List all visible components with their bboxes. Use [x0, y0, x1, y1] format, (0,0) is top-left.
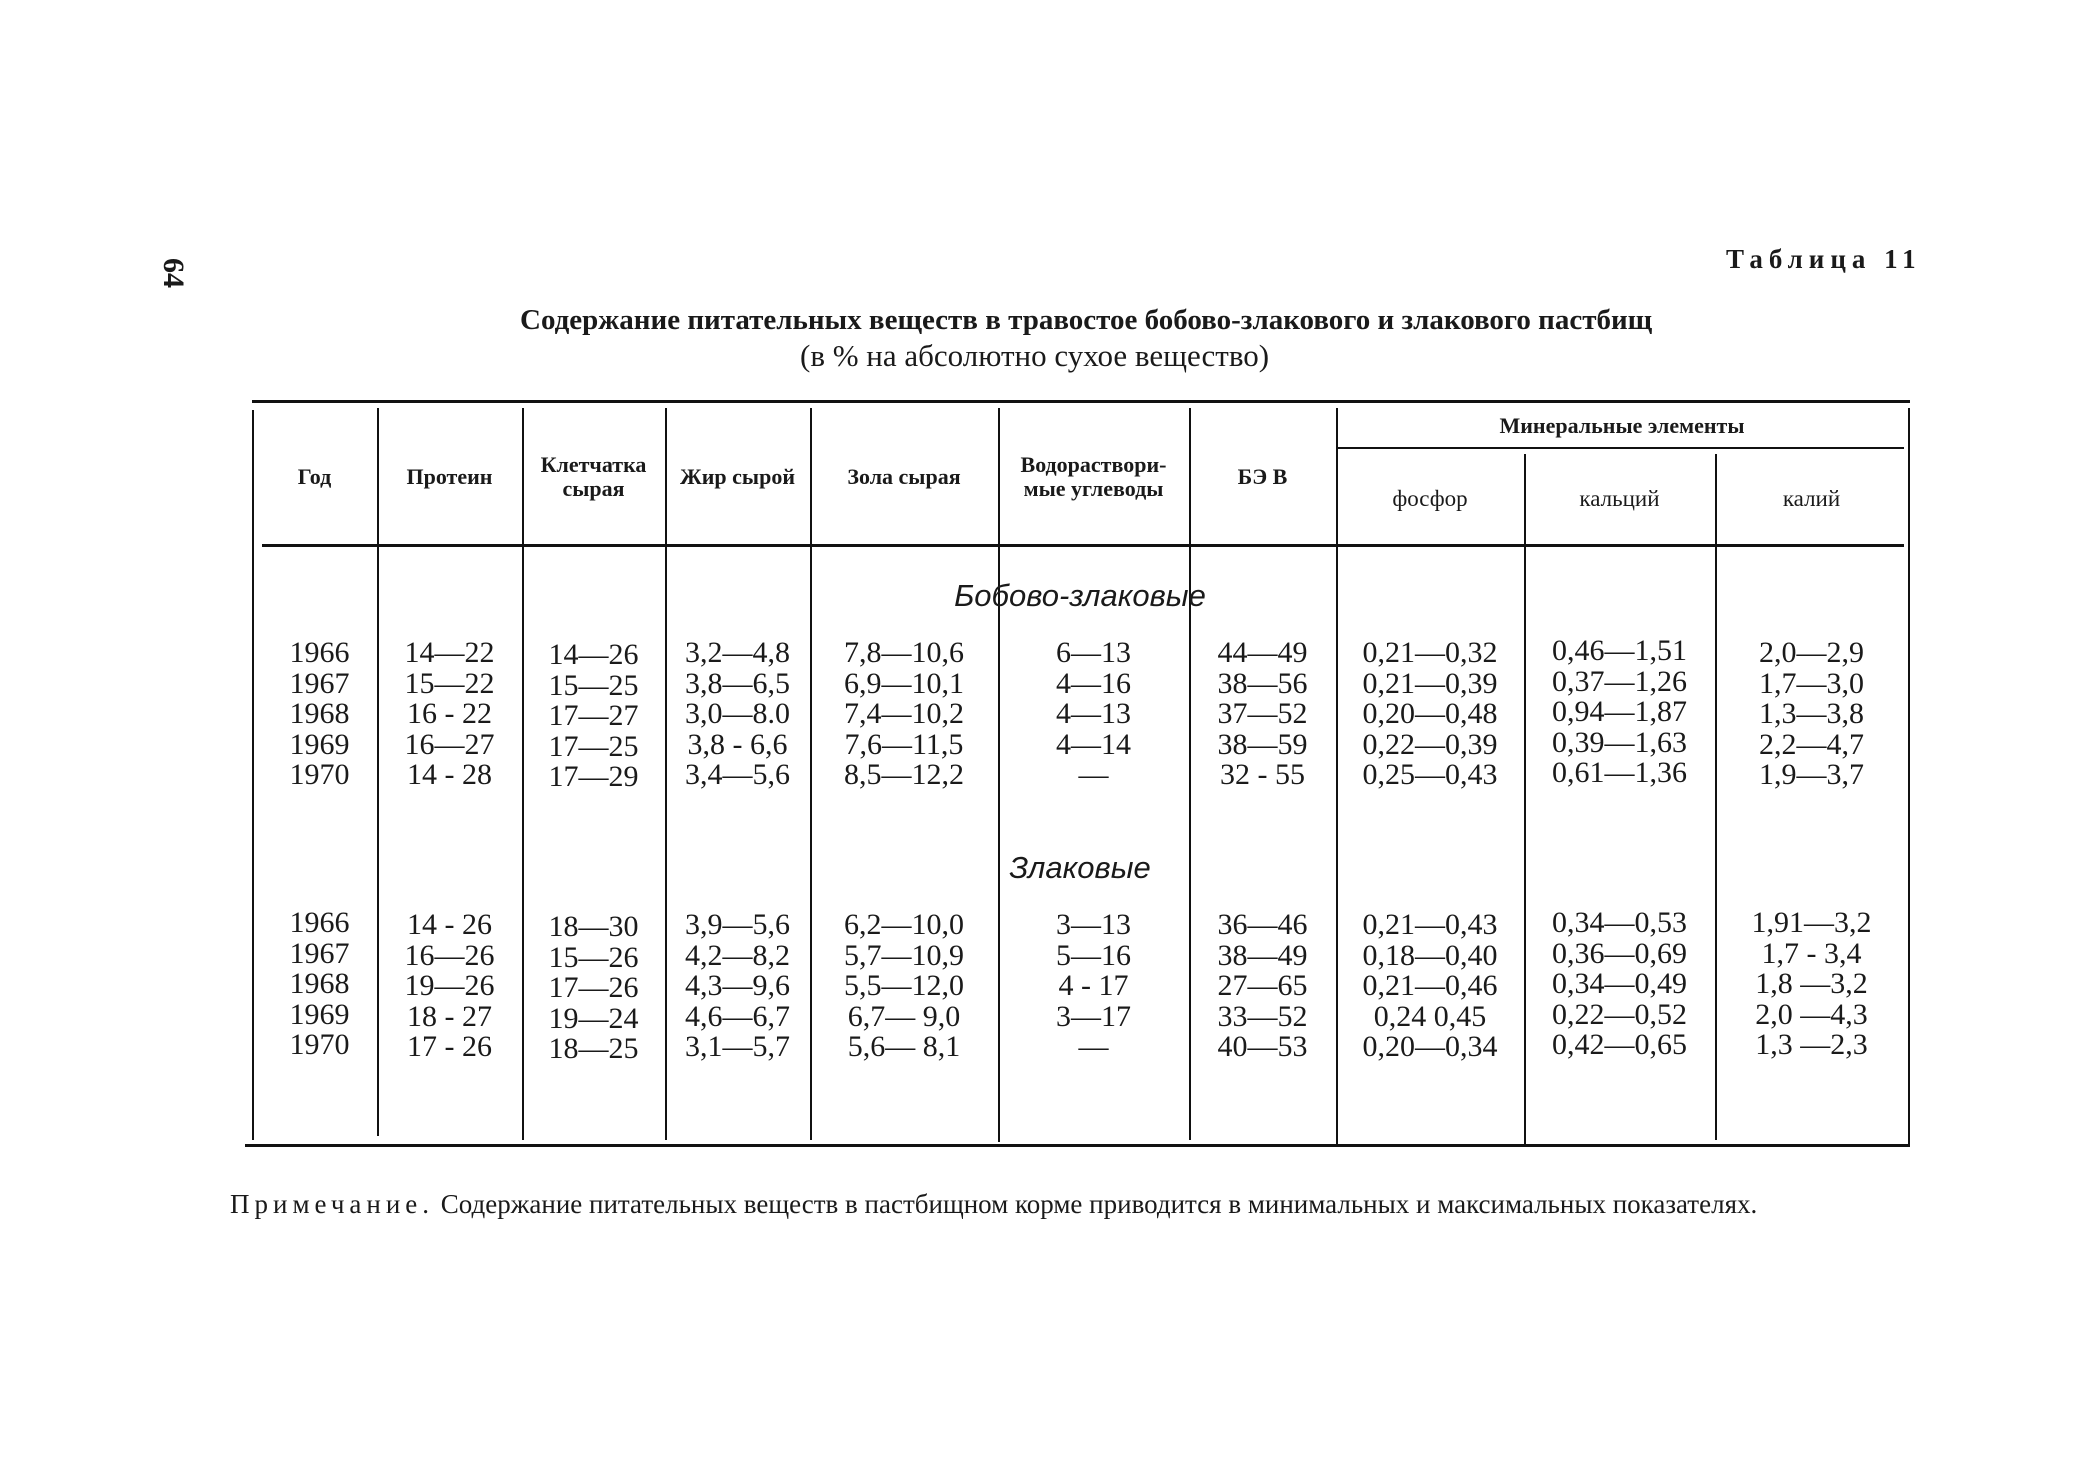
col-year	[262, 638, 377, 791]
cell-carbs: 6—13	[1056, 636, 1131, 669]
cell-bev: 27—65	[1217, 969, 1308, 1002]
cell-potassium: 1,7 - 3,4	[1761, 936, 1862, 970]
cell-fiber: 18—30	[548, 910, 639, 943]
cell-fat: 3,9—5,6	[685, 908, 790, 941]
table-note	[230, 1187, 1890, 1221]
header-protein: Протеин	[406, 464, 493, 489]
cell-ash: 6,2—10,0	[844, 908, 964, 941]
cell-carbs: 3—13	[1056, 908, 1131, 941]
cell-fiber: 15—26	[548, 940, 639, 974]
cell-calcium: 0,42—0,65	[1552, 1028, 1687, 1061]
cell-carbs: 4—13	[1056, 697, 1131, 730]
col-carbs	[998, 638, 1189, 791]
cell-fat: 4,2—8,2	[685, 938, 790, 972]
cell-bev: 38—56	[1217, 666, 1308, 700]
cell-fiber: 17—25	[548, 729, 639, 763]
cell-fat: 3,8—6,5	[685, 666, 790, 700]
cell-fiber: 17—29	[548, 760, 639, 793]
cell-bev: 32 - 55	[1220, 758, 1305, 791]
col-carbs	[998, 910, 1189, 1063]
col-calcium	[1524, 636, 1715, 789]
cell-phosphorus: 0,18—0,40	[1362, 938, 1498, 972]
cell-year: 1966	[289, 906, 350, 939]
cell-calcium: 0,37—1,26	[1552, 664, 1687, 698]
cell-fat: 3,4—5,6	[685, 758, 790, 791]
header-fiber-line2: сырая	[562, 476, 625, 501]
cell-ash: 5,5—12,0	[844, 969, 964, 1002]
table-right-border	[1908, 408, 1910, 1146]
cell-fat: 3,1—5,7	[685, 1030, 790, 1063]
header-ash: Зола сырая	[847, 464, 961, 489]
table-subtitle: (в % на абсолютно сухое вещество)	[800, 338, 1270, 373]
cell-calcium: 0,61—1,36	[1552, 756, 1687, 789]
cell-fat: 3,0—8.0	[685, 697, 790, 730]
col-year	[262, 908, 377, 1061]
cell-fiber: 15—25	[548, 668, 639, 702]
cell-bev: 40—53	[1217, 1030, 1308, 1063]
cell-calcium: 0,22—0,52	[1552, 997, 1687, 1031]
cell-carbs: 4 - 17	[1058, 969, 1129, 1002]
cell-potassium: 1,91—3,2	[1751, 906, 1872, 939]
cell-calcium: 0,34—0,53	[1552, 906, 1687, 939]
cell-year: 1966	[289, 636, 350, 669]
header-calcium: кальций	[1579, 486, 1660, 511]
cell-fiber: 19—24	[548, 1001, 639, 1035]
cell-protein: 18 - 27	[407, 999, 492, 1033]
cell-fiber: 17—26	[548, 971, 639, 1004]
cell-potassium: 2,2—4,7	[1759, 727, 1864, 761]
cell-carbs: —	[1078, 758, 1109, 791]
cell-fiber: 14—26	[548, 638, 639, 671]
col-potassium	[1715, 638, 1908, 791]
cell-fat: 4,3—9,6	[685, 969, 790, 1002]
cell-ash: 7,8—10,6	[844, 636, 964, 669]
cell-potassium: 1,3—3,8	[1759, 697, 1864, 730]
col-protein	[377, 638, 522, 791]
cell-year: 1969	[289, 727, 350, 761]
cell-calcium: 0,39—1,63	[1552, 725, 1687, 759]
header-minerals: Минеральные элементы	[1499, 412, 1745, 438]
col-ash	[810, 638, 998, 791]
cell-protein: 16—27	[404, 727, 495, 761]
cell-year: 1967	[289, 666, 350, 700]
table-label: Таблица 11	[1726, 244, 1922, 274]
cell-potassium: 1,9—3,7	[1759, 758, 1864, 791]
cell-protein: 15—22	[404, 666, 495, 700]
header-carbs-line2: мые углеводы	[1023, 476, 1164, 501]
cell-year: 1970	[289, 1028, 350, 1061]
cell-calcium: 0,34—0,49	[1552, 967, 1687, 1000]
header-carbs	[998, 410, 1189, 544]
cell-calcium: 0,94—1,87	[1552, 695, 1687, 728]
cell-phosphorus: 0,21—0,39	[1362, 666, 1498, 700]
col-calcium	[1524, 908, 1715, 1061]
col-phosphorus	[1336, 638, 1524, 791]
cell-carbs: 4—14	[1056, 727, 1131, 761]
cell-carbs: 4—16	[1056, 666, 1131, 700]
cell-ash: 5,6— 8,1	[847, 1030, 961, 1063]
header-potassium: калий	[1782, 486, 1841, 511]
cell-phosphorus: 0,20—0,34	[1362, 1030, 1498, 1063]
cell-ash: 7,4—10,2	[844, 697, 964, 730]
section-title-legume-grass: Бобово-злаковые	[954, 578, 1206, 613]
cell-year: 1968	[289, 697, 350, 730]
header-phosphorus: фосфор	[1392, 486, 1468, 511]
table-top-rule	[252, 400, 1910, 403]
cell-bev: 44—49	[1217, 636, 1308, 669]
cell-carbs: —	[1078, 1030, 1109, 1063]
cell-ash: 7,6—11,5	[844, 727, 964, 761]
col-fiber	[522, 640, 665, 793]
cell-protein: 14—22	[404, 636, 495, 669]
header-bottom-rule	[262, 544, 1904, 547]
table-title: Содержание питательных веществ в травостое бобово-злакового и злакового пастбищ	[520, 304, 1653, 336]
cell-year: 1970	[289, 758, 350, 791]
header-bev: БЭ В	[1237, 464, 1288, 489]
cell-carbs: 3—17	[1056, 999, 1131, 1033]
cell-fat: 3,8 - 6,6	[687, 727, 788, 761]
cell-fiber: 17—27	[548, 699, 639, 732]
col-bev	[1189, 910, 1336, 1063]
cell-ash: 8,5—12,2	[844, 758, 964, 791]
cell-bev: 38—49	[1217, 938, 1308, 972]
col-fat	[665, 910, 810, 1063]
cell-potassium: 1,3 —2,3	[1755, 1028, 1868, 1061]
cell-protein: 16—26	[404, 938, 495, 972]
cell-phosphorus: 0,21—0,43	[1362, 908, 1498, 941]
col-phosphorus	[1336, 910, 1524, 1063]
col-fat	[665, 638, 810, 791]
cell-bev: 36—46	[1217, 908, 1308, 941]
cell-potassium: 2,0 —4,3	[1755, 997, 1868, 1031]
header-fat: Жир сырой	[679, 464, 796, 489]
cell-phosphorus: 0,21—0,46	[1362, 969, 1498, 1002]
cell-protein: 19—26	[404, 969, 495, 1002]
cell-ash: 6,9—10,1	[844, 666, 964, 700]
cell-phosphorus: 0,25—0,43	[1362, 758, 1498, 791]
cell-protein: 14 - 26	[407, 908, 492, 941]
minerals-header-rule	[1336, 447, 1904, 449]
cell-carbs: 5—16	[1056, 938, 1131, 972]
cell-protein: 17 - 26	[407, 1030, 492, 1063]
cell-ash: 5,7—10,9	[844, 938, 964, 972]
cell-bev: 37—52	[1217, 697, 1308, 730]
cell-bev: 33—52	[1217, 999, 1308, 1033]
cell-year: 1969	[289, 997, 350, 1031]
note-text: Содержание питательных веществ в пастбищном корме приводится в минимальных и максимальных показателях.	[440, 1189, 1758, 1219]
cell-calcium: 0,46—1,51	[1552, 634, 1687, 667]
cell-phosphorus: 0,20—0,48	[1362, 697, 1498, 730]
col-bev	[1189, 638, 1336, 791]
header-fiber-line1: Клетчатка	[540, 452, 647, 477]
cell-year: 1967	[289, 936, 350, 970]
cell-calcium: 0,36—0,69	[1552, 936, 1687, 970]
header-year: Год	[297, 464, 332, 489]
cell-potassium: 2,0—2,9	[1759, 636, 1864, 669]
header-carbs-line1: Водораствори-	[1020, 452, 1167, 477]
col-potassium	[1715, 908, 1908, 1061]
cell-potassium: 1,8 —3,2	[1755, 967, 1868, 1000]
cell-fiber: 18—25	[548, 1032, 639, 1065]
col-fiber	[522, 912, 665, 1065]
cell-ash: 6,7— 9,0	[847, 999, 961, 1033]
section-title-grass: Злаковые	[1009, 850, 1151, 885]
cell-phosphorus: 0,24 0,45	[1373, 999, 1487, 1033]
header-fiber	[522, 410, 665, 544]
cell-bev: 38—59	[1217, 727, 1308, 761]
cell-potassium: 1,7—3,0	[1759, 666, 1864, 700]
col-protein	[377, 910, 522, 1063]
cell-phosphorus: 0,22—0,39	[1362, 727, 1498, 761]
cell-protein: 16 - 22	[407, 697, 492, 730]
cell-phosphorus: 0,21—0,32	[1362, 636, 1498, 669]
cell-fat: 3,2—4,8	[685, 636, 790, 669]
cell-year: 1968	[289, 967, 350, 1000]
note-label: Примечание.	[230, 1189, 435, 1219]
cell-protein: 14 - 28	[407, 758, 492, 791]
col-ash	[810, 910, 998, 1063]
cell-fat: 4,6—6,7	[685, 999, 790, 1033]
table-bottom-rule	[245, 1144, 1910, 1147]
page-number: 64	[157, 258, 190, 288]
